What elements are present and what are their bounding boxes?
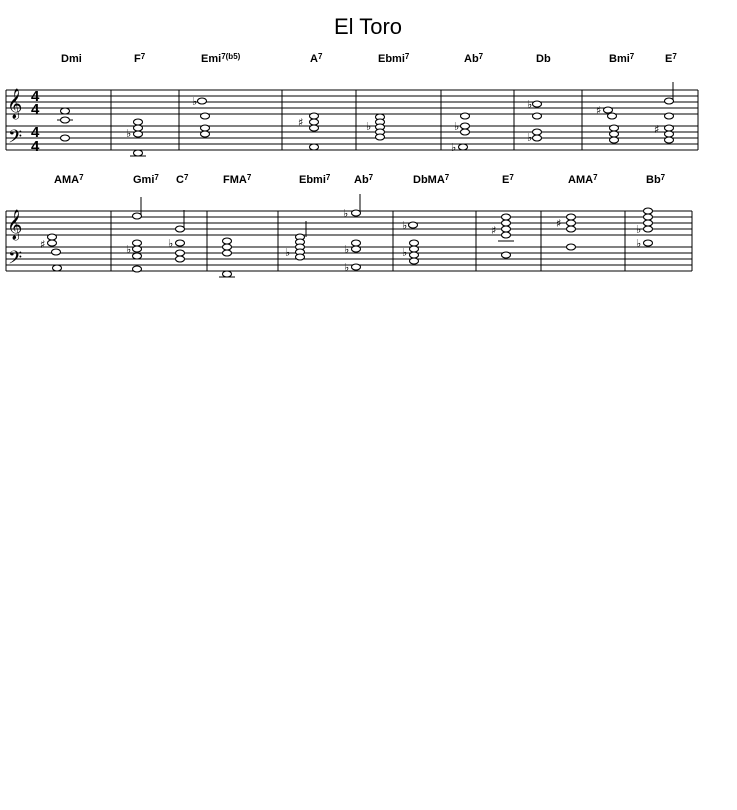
chord-symbol: FMA$^7$: [223, 173, 252, 186]
treble-clef-icon: 𝄞: [7, 210, 23, 240]
svg-text:♯: ♯: [596, 104, 602, 117]
svg-text:♭: ♭: [527, 131, 533, 144]
svg-text:♭: ♭: [402, 219, 408, 232]
time-signature-top-bass: 4: [31, 124, 40, 141]
notes-system-1: [57, 82, 674, 156]
svg-text:♭: ♭: [285, 246, 291, 259]
chord-symbol: AMA$^7$: [568, 173, 598, 186]
svg-text:♭: ♭: [527, 98, 533, 111]
svg-text:♭: ♭: [126, 243, 132, 256]
chord-symbol: Ab$^7$: [464, 52, 484, 65]
svg-text:♭: ♭: [126, 127, 132, 140]
svg-text:♭: ♭: [192, 95, 198, 108]
chord-symbol: AMA$^7$: [54, 173, 84, 186]
chord-symbol: Emi$^{7(b5)}$: [201, 52, 241, 65]
bass-staff-1: [6, 126, 698, 150]
treble-staff-1: [6, 90, 698, 114]
svg-text:♯: ♯: [491, 224, 497, 237]
chord-symbol: Ab$^7$: [354, 173, 374, 186]
bass-clef-icon: 𝄢: [8, 248, 23, 273]
time-signature-bottom: 4: [31, 101, 40, 118]
svg-text:♭: ♭: [454, 120, 460, 133]
clefs-2: [7, 209, 22, 273]
svg-text:♯: ♯: [298, 116, 304, 129]
svg-text:♭: ♭: [343, 207, 349, 220]
time-signature-bottom-bass: 4: [31, 138, 40, 155]
chord-symbol: Ebmi$^7$: [299, 173, 331, 186]
chord-symbol: Bb$^7$: [646, 173, 666, 186]
chord-symbol: $C^7$: [176, 173, 189, 186]
svg-text:♯: ♯: [40, 238, 46, 251]
svg-text:♭: ♭: [366, 120, 372, 133]
svg-text:♭: ♭: [168, 237, 174, 250]
chord-symbol: $A^7$: [310, 52, 323, 65]
svg-text:♭: ♭: [636, 237, 642, 250]
svg-text:♯: ♯: [556, 217, 562, 230]
clefs-1: [7, 88, 40, 155]
chord-symbol: Ebmi$^7$: [378, 52, 410, 65]
chord-symbol: DbMA$^7$: [413, 173, 450, 186]
barlines-1: [6, 90, 698, 150]
svg-text:♯: ♯: [654, 123, 660, 136]
svg-text:♭: ♭: [344, 261, 350, 274]
svg-text:♭: ♭: [451, 141, 457, 154]
chord-symbol: Dmi: [61, 53, 82, 65]
bass-clef-icon: 𝄢: [8, 127, 23, 152]
treble-clef-icon: 𝄞: [7, 89, 23, 119]
chord-symbol: Bmi$^7$: [609, 52, 635, 65]
svg-text:♭: ♭: [344, 243, 350, 256]
song-title: El Toro: [333, 14, 403, 39]
treble-staff-2: [6, 211, 692, 235]
chord-symbol: $F^7$: [134, 52, 146, 65]
chord-symbol: Gmi$^7$: [133, 173, 159, 186]
svg-text:♭: ♭: [636, 223, 642, 236]
chord-symbol: $E^7$: [502, 173, 514, 186]
chord-row-1: [61, 52, 677, 65]
chord-symbol: $E^7$: [665, 52, 677, 65]
chord-symbol: Db: [536, 53, 551, 65]
time-signature-top: 4: [31, 88, 40, 105]
chord-row-2: [54, 173, 666, 186]
svg-text:♭: ♭: [402, 246, 408, 259]
